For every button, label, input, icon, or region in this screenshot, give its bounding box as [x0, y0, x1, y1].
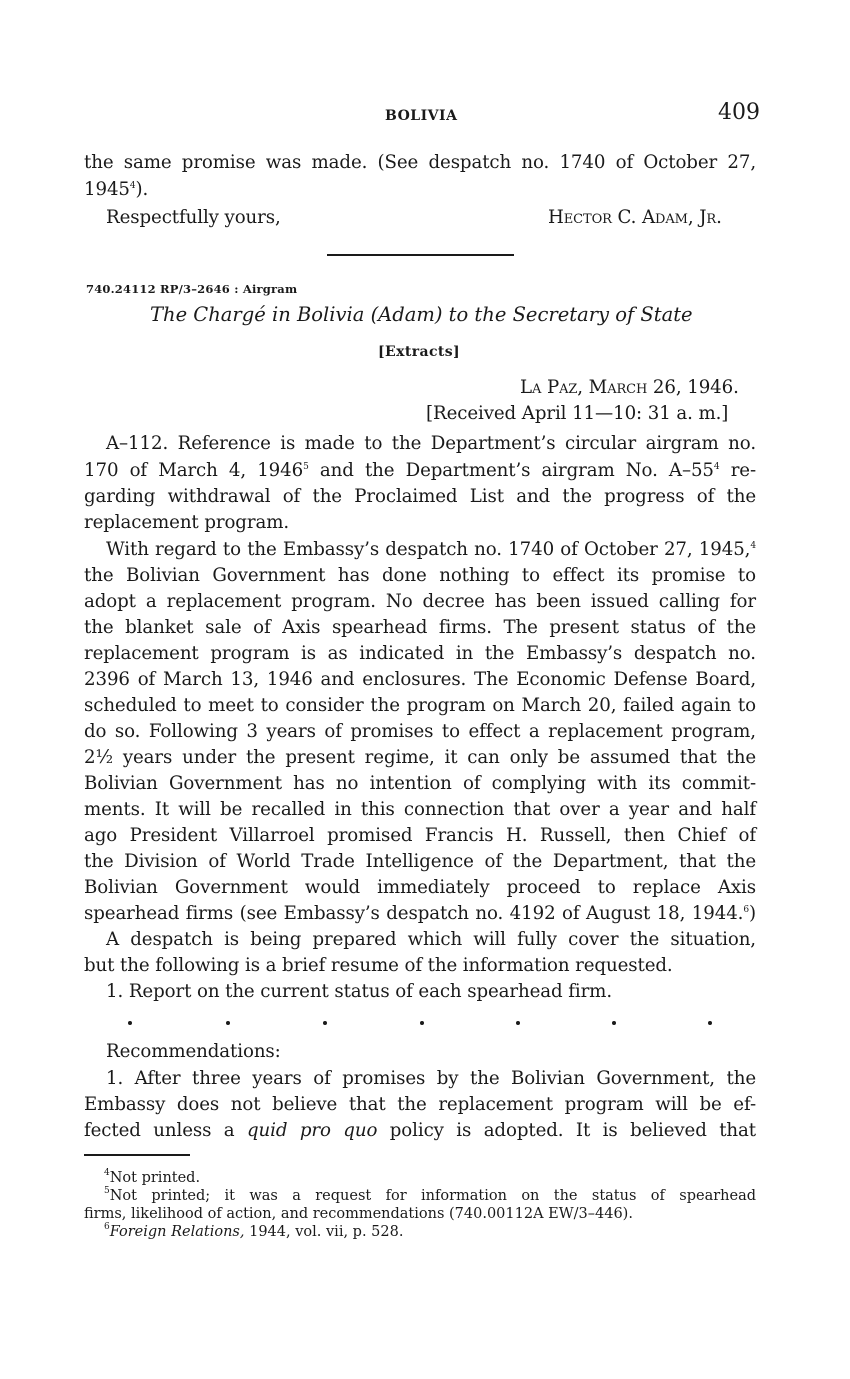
footnote-mark: 6: [104, 1222, 110, 1232]
paragraph-line: A despatch is being prepared which will fully cover the situation,: [106, 929, 756, 950]
paragraph-line: Bolivian Government would immediately proceed to replace Axis: [84, 877, 756, 898]
dateline: La Paz, March 26, 1946.: [520, 377, 739, 398]
paragraph-line: ago President Villarroel promised Francis H. Russell, then Chief of: [84, 825, 756, 846]
signature: Hector C. Adam, Jr.: [548, 207, 722, 228]
text-run: and the Department’s airgram No. A–55: [308, 460, 714, 481]
paragraph-line: 2396 of March 13, 1946 and enclosures. The Economic Defense Board,: [84, 669, 756, 690]
running-title: BOLIVIA: [385, 108, 458, 124]
paragraph-line: the Bolivian Government has done nothing to effect its promise to: [84, 565, 756, 586]
section-divider: [327, 254, 514, 256]
paragraph-line: A–112. Reference is made to the Department’s circular airgram no.: [106, 433, 756, 454]
text-run: spearhead firms (see Embassy’s despatch no. 4192 of August 18, 1944.: [84, 903, 744, 924]
page-number: 409: [718, 100, 760, 125]
footnote-mark: 5: [104, 1186, 110, 1196]
ellipsis-dot: [516, 1021, 520, 1025]
paragraph-line: the blanket sale of Axis spearhead firms. The present status of the: [84, 617, 756, 638]
text-run: re-: [719, 460, 756, 481]
footnote-ref: 5: [303, 462, 309, 472]
footnote-divider: [84, 1154, 190, 1156]
paragraph-line: 2½ years under the present regime, it can only be assumed that the: [84, 747, 756, 768]
paragraph-line: ments. It will be recalled in this connection that over a year and half: [84, 799, 756, 820]
file-number: 740.24112 RP/3–2646 : Airgram: [86, 282, 298, 296]
footnote-5-continued: firms, likelihood of action, and recommendations (740.00112A EW/3–446).: [84, 1206, 633, 1222]
ellipsis-dot: [128, 1021, 132, 1025]
ellipsis-dot: [226, 1021, 230, 1025]
extracts-label: [Extracts]: [378, 344, 461, 360]
paragraph-line: adopt a replacement program. No decree has been issued calling for: [84, 591, 756, 612]
paragraph-line: the Division of World Trade Intelligence of the Department, that the: [84, 851, 756, 872]
paragraph-line: replacement program.: [84, 512, 290, 533]
closing-line: Respectfully yours,: [106, 207, 281, 228]
ellipsis-dot: [708, 1021, 712, 1025]
text-run: policy is adopted. It is believed that: [377, 1120, 756, 1141]
footnote-6: [104, 1224, 403, 1241]
footnote-ref: 4: [129, 181, 136, 191]
text-run: fected unless a: [84, 1120, 247, 1141]
list-item: 1. Report on the current status of each spearhead firm.: [106, 981, 612, 1002]
footnote-ref: 6: [743, 905, 749, 915]
footnote-text: Not printed.: [109, 1170, 201, 1186]
paragraph-line: [84, 901, 756, 927]
paragraph-line: do so. Following 3 years of promises to effect a replacement program,: [84, 721, 756, 742]
ellipsis-dot: [323, 1021, 327, 1025]
footnote-ref: 4: [713, 462, 720, 472]
text-run: ): [749, 903, 756, 924]
paragraph-line: 1. After three years of promises by the Bolivian Government, the: [106, 1068, 756, 1089]
continuation-line-1: the same promise was made. (See despatch no. 1740 of October 27,: [84, 152, 756, 173]
paragraph-line: scheduled to meet to consider the program on March 20, failed again to: [84, 695, 756, 716]
continuation-punct: ).: [135, 179, 149, 200]
paragraph-line: [84, 458, 756, 484]
paragraph-line: replacement program is as indicated in the Embassy’s despatch no.: [84, 643, 756, 664]
paragraph-line: Embassy does not believe that the replacement program will be ef-: [84, 1094, 756, 1115]
footnote-ref: 4: [750, 541, 756, 551]
footnote-5: [104, 1188, 756, 1205]
ellipsis-dot: [612, 1021, 616, 1025]
latin-phrase: quid pro quo: [246, 1120, 378, 1141]
continuation-year: 1945: [84, 179, 130, 200]
document-title: The Chargé in Bolivia (Adam) to the Secretary of State: [150, 303, 693, 326]
paragraph-line: [106, 537, 756, 563]
ellipsis-dot: [420, 1021, 424, 1025]
received-line: [Received April 11—10: 31 a. m.]: [426, 403, 729, 424]
footnote-text: Not printed; it was a request for information on the status of spearhead: [109, 1188, 756, 1204]
footnote-text: 1944, vol. vii, p. 528.: [244, 1224, 404, 1240]
paragraph-line: but the following is a brief resume of the information requested.: [84, 955, 673, 976]
text-run: With regard to the Embassy’s despatch no. 1740 of October 27, 1945,: [106, 539, 751, 560]
paragraph-line: garding withdrawal of the Proclaimed List and the progress of the: [84, 486, 756, 507]
footnote-4: [104, 1170, 200, 1187]
paragraph-line: Bolivian Government has no intention of complying with its commit-: [84, 773, 756, 794]
paragraph-line: [84, 1118, 756, 1144]
continuation-line-2: [84, 177, 148, 203]
footnote-mark: 4: [104, 1168, 110, 1178]
footnote-title: Foreign Relations,: [109, 1224, 245, 1240]
text-run: 170 of March 4, 1946: [84, 460, 304, 481]
recommendations-heading: Recommendations:: [106, 1041, 281, 1062]
